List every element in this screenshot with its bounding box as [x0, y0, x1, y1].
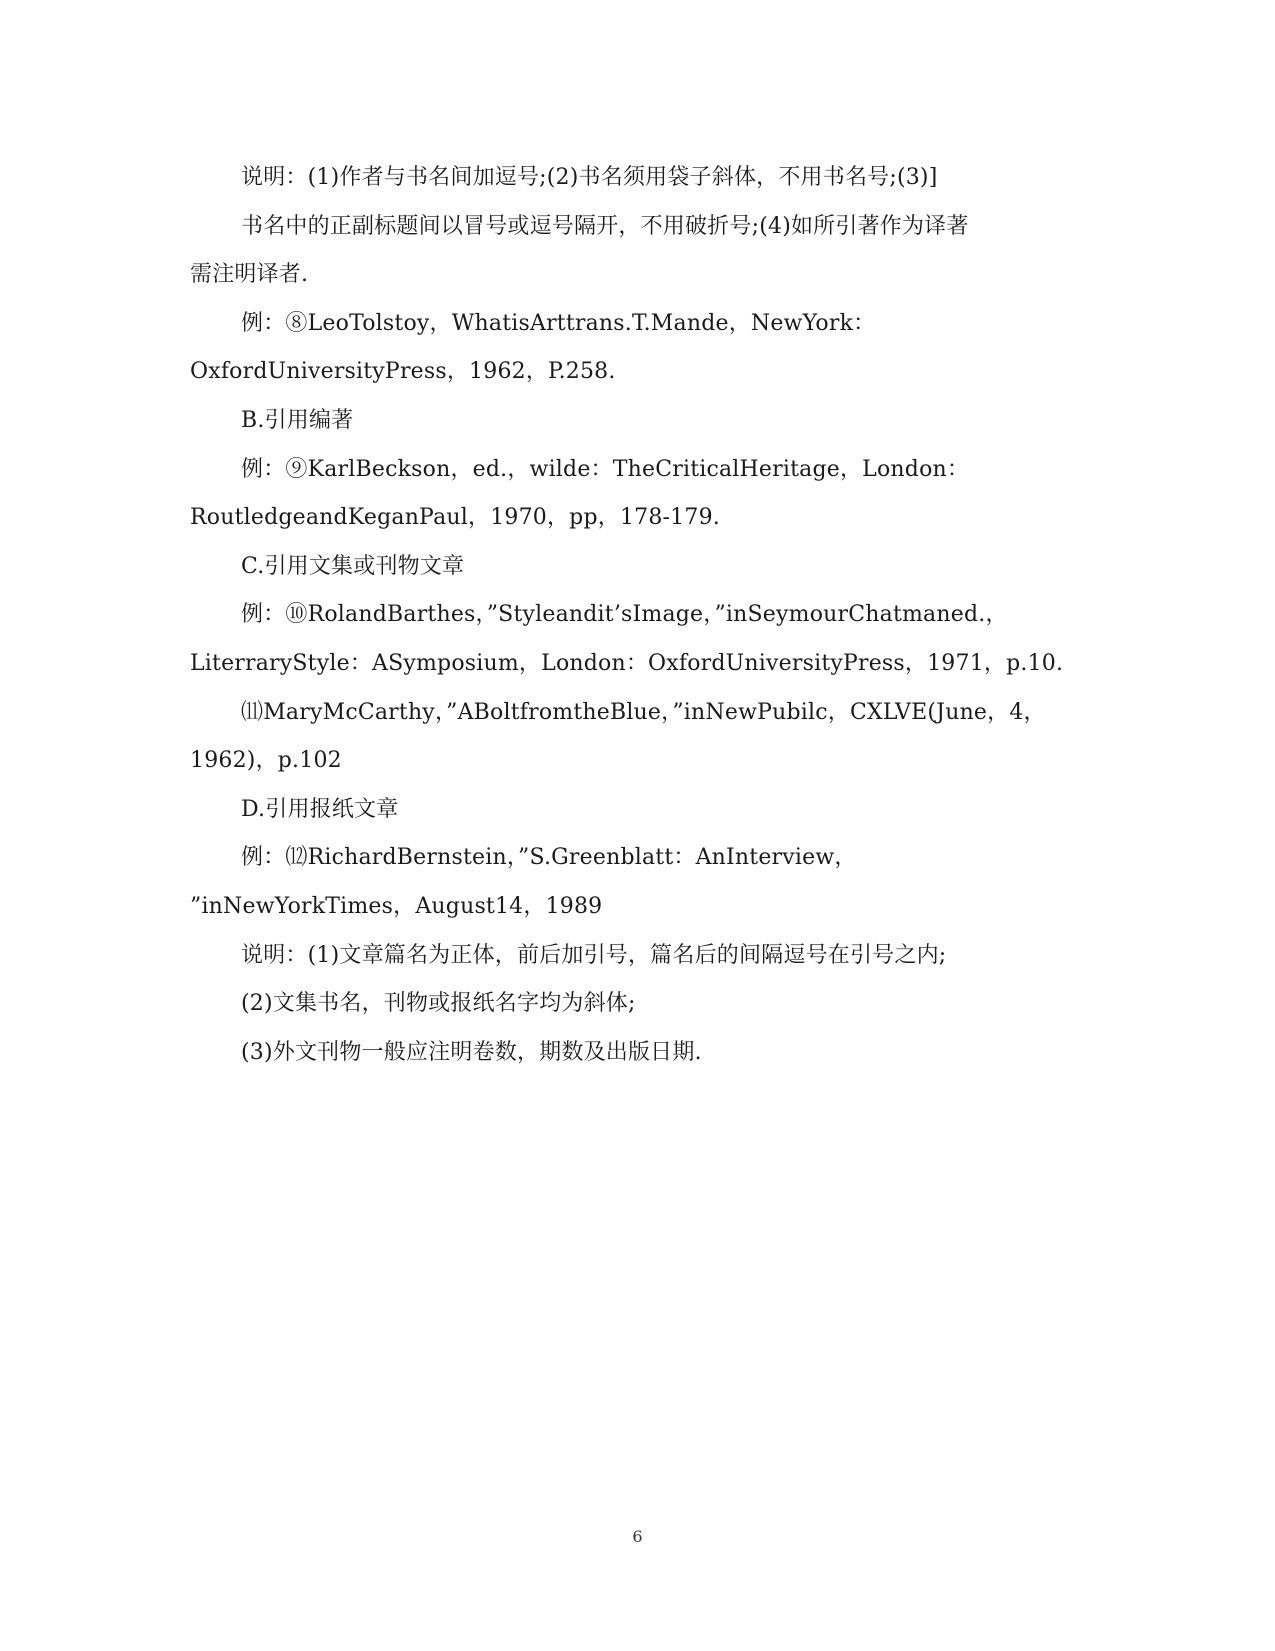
citation-example-line: 例：⑿RichardBernstein，”S.Greenblatt：AnInterview， — [241, 845, 857, 871]
citation-example-line: 例：⑨KarlBeckson，ed.，wilde：TheCriticalHeritage，London： — [241, 456, 970, 482]
paragraph-line: 说明：(1)文章篇名为正体，前后加引号，篇名后的间隔逗号在引号之内; — [241, 942, 947, 968]
paragraph-line: (3)外文刊物一般应注明卷数，期数及出版日期. — [241, 1039, 702, 1065]
citation-example-line: 1962)，p.102 — [190, 748, 342, 774]
citation-example-line: LiterraryStyle：ASymposium，London：OxfordUniversityPress，1971，p.10. — [190, 650, 1064, 676]
citation-example-line: 例：⑧LeoTolstoy，WhatisArttrans.T.Mande，NewYork： — [241, 310, 876, 336]
page-body — [190, 154, 1070, 1077]
citation-example-line: ”inNewYorkTimes，August14，1989 — [190, 893, 603, 919]
citation-example-line: ⑾MaryMcCarthy，”ABoltfromtheBlue，”inNewPubilc，CXLVE(June，4， — [241, 699, 1046, 725]
section-heading: C.引用文集或刊物文章 — [241, 553, 465, 579]
page-number: 6 — [632, 1527, 643, 1546]
section-heading: B.引用编著 — [241, 407, 354, 433]
paragraph-line: 需注明译者. — [190, 262, 309, 288]
citation-example-line: RoutledgeandKeganPaul，1970，pp，178-179. — [190, 505, 720, 531]
paragraph-line: 书名中的正副标题间以冒号或逗号隔开，不用破折号;(4)如所引著作为译著 — [241, 213, 969, 239]
paragraph-line: 说明：(1)作者与书名间加逗号;(2)书名须用袋子斜体，不用书名号;(3)] — [241, 165, 938, 190]
citation-example-line: 例：⑩RolandBarthes，”Styleandit’sImage，”inSeymourChatmaned.， — [241, 602, 1008, 628]
section-heading: D.引用报纸文章 — [241, 796, 399, 822]
paragraph-line: (2)文集书名，刊物或报纸名字均为斜体; — [241, 991, 636, 1017]
citation-example-line: OxfordUniversityPress，1962，P.258. — [190, 359, 616, 385]
